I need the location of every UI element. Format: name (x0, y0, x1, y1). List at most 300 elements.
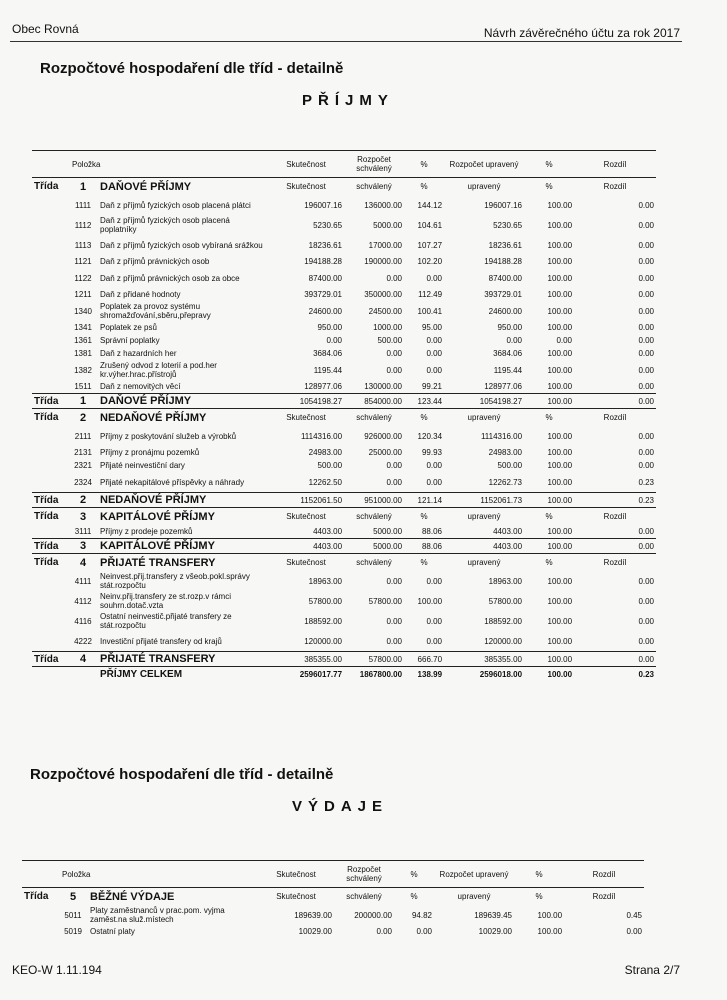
col-pct-upr: % (524, 151, 574, 178)
item-pct: 107.27 (417, 240, 443, 250)
sum-pu: 100.00 (524, 493, 574, 508)
table-row (32, 235, 656, 255)
item-rozdil: 0.00 (638, 336, 655, 345)
class-col-skutecnost: Skutečnost (286, 182, 326, 191)
class-col-rozdil: Rozdíl (592, 892, 616, 901)
class-label: Třída (24, 891, 49, 902)
item-code: 1113 (74, 240, 92, 250)
item-description: Přijaté neinvestiční dary (100, 461, 185, 470)
item-skutecnost: 24983.00 (308, 448, 343, 457)
item-schvaleny: 0.00 (386, 616, 403, 626)
item-rozdil: 0.00 (638, 365, 655, 375)
item-code: 4111 (74, 576, 92, 586)
class-sum-row (32, 652, 656, 667)
indent-cell (32, 459, 68, 472)
class-code: 3 (79, 510, 87, 523)
table-row (32, 571, 656, 591)
item-upraveny: 0.00 (506, 336, 523, 345)
sum-p: 666.70 (404, 652, 444, 667)
item-upraveny: 18236.61 (488, 240, 523, 250)
item-pct-upr: 100.00 (547, 636, 573, 646)
indent-cell (32, 321, 68, 334)
item-description: Příjmy z pronájmu pozemků (100, 448, 200, 457)
class-sum-row (32, 394, 656, 409)
item-rozdil: 0.00 (638, 382, 655, 391)
vydaje-section-subtitle: VÝDAJE (292, 798, 389, 815)
item-skutecnost: 128977.06 (304, 382, 343, 391)
col-polozka: Položka (22, 861, 258, 888)
class-col-schvaleny: schválený (346, 892, 382, 901)
class-col-upraveny: upravený (457, 892, 491, 901)
total-d: 0.23 (638, 669, 655, 679)
indent-cell (32, 268, 68, 288)
item-skutecnost: 4403.00 (313, 527, 343, 536)
sum-b: 5000.00 (344, 539, 404, 554)
item-description: Poplatek za provoz systému shromažďování,sběru,přepravy (100, 302, 211, 320)
prijmy-section-subtitle: PŘÍJMY (302, 92, 394, 109)
item-rozdil: 0.00 (626, 927, 643, 936)
sum-class-label: Třída (32, 493, 68, 508)
item-upraveny: 18963.00 (488, 576, 523, 586)
item-skutecnost: 194188.28 (304, 257, 343, 266)
table-row (22, 925, 644, 938)
item-pct: 88.06 (421, 527, 443, 536)
indent-cell (32, 631, 68, 652)
item-upraveny: 950.00 (497, 323, 523, 332)
table-row (32, 288, 656, 301)
class-col-pct: % (410, 892, 418, 901)
col-rozdil: Rozdíl (574, 151, 656, 178)
item-skutecnost: 5230.65 (313, 220, 343, 230)
item-description: Daň z příjmů fyzických osob placená plátci (100, 200, 251, 210)
class-code: 2 (79, 411, 87, 424)
item-pct-upr: 100.00 (547, 527, 573, 536)
sum-b: 57800.00 (344, 652, 404, 667)
class-col-upraveny: upravený (467, 413, 501, 422)
item-skutecnost: 1114316.00 (300, 431, 343, 441)
item-skutecnost: 500.00 (317, 461, 343, 470)
item-code: 1382 (74, 365, 92, 375)
item-rozdil: 0.00 (638, 200, 655, 210)
indent-cell (22, 925, 58, 938)
class-col-rozdil: Rozdíl (603, 413, 627, 422)
item-pct: 104.61 (417, 220, 443, 230)
sum-d: 0.00 (574, 539, 656, 554)
item-schvaleny: 17000.00 (368, 240, 403, 250)
col-rozpocet-schvaleny: Rozpočet schválený (344, 151, 404, 178)
table-row (32, 255, 656, 268)
item-pct-upr: 100.00 (547, 596, 573, 606)
indent-cell (32, 360, 68, 380)
item-description: Daň z přidané hodnoty (100, 290, 181, 299)
item-code: 2131 (74, 448, 92, 457)
total-b: 1867800.00 (359, 669, 403, 679)
table-row (32, 215, 656, 235)
item-code: 5019 (64, 927, 82, 936)
table-row (32, 446, 656, 459)
item-description: Přijaté nekapitálové příspěvky a náhrady (100, 477, 245, 487)
class-col-pct-upr: % (535, 892, 543, 901)
item-skutecnost: 189639.00 (294, 910, 333, 920)
indent-cell (32, 472, 68, 493)
item-code: 2321 (74, 461, 92, 470)
table-row (32, 334, 656, 347)
item-schvaleny: 0.00 (386, 365, 403, 375)
item-pct: 99.93 (421, 448, 443, 457)
item-pct: 0.00 (416, 927, 433, 936)
item-code: 1111 (74, 200, 91, 210)
item-pct: 0.00 (426, 636, 443, 646)
item-description: Daň z příjmů fyzických osob vybíraná srážkou (100, 240, 263, 250)
item-description: Investiční přijaté transfery od krajů (100, 636, 222, 646)
class-name: KAPITÁLOVÉ PŘÍJMY (100, 510, 215, 523)
table-row (32, 459, 656, 472)
header-divider (10, 41, 682, 42)
class-header-row (32, 508, 656, 526)
sum-class-code: 1 (68, 394, 98, 409)
item-code: 1341 (74, 323, 92, 332)
total-label: PŘÍJMY CELKEM (100, 668, 183, 680)
item-skutecnost: 950.00 (317, 323, 343, 332)
item-pct: 0.00 (426, 349, 443, 358)
item-upraveny: 24600.00 (488, 306, 523, 316)
item-skutecnost: 18236.61 (308, 240, 343, 250)
table-row (32, 631, 656, 652)
class-col-pct: % (420, 558, 428, 567)
item-description: Daň z příjmů fyzických osob placená poplatníky (100, 216, 230, 234)
item-code: 1122 (74, 273, 92, 283)
item-schvaleny: 0.00 (376, 927, 393, 936)
item-upraveny: 393729.01 (484, 290, 523, 299)
item-pct-upr: 100.00 (547, 200, 573, 210)
item-schvaleny: 24500.00 (368, 306, 403, 316)
class-header-row (22, 888, 644, 906)
item-code: 3111 (74, 527, 92, 536)
item-code: 1112 (74, 220, 92, 230)
prijmy-total-row (32, 667, 656, 682)
item-upraveny: 120000.00 (484, 636, 523, 646)
item-rozdil: 0.00 (638, 616, 655, 626)
prijmy-table (32, 150, 656, 681)
table-row (32, 380, 656, 394)
page-number: Strana 2/7 (624, 963, 680, 977)
indent-cell (32, 426, 68, 446)
sum-pu: 100.00 (524, 539, 574, 554)
table-row (32, 301, 656, 321)
item-upraveny: 10029.00 (478, 927, 513, 936)
class-header-row (32, 409, 656, 427)
class-col-pct: % (420, 182, 428, 191)
item-code: 1340 (74, 306, 92, 316)
sum-class-code: 2 (68, 493, 98, 508)
item-schvaleny: 0.00 (386, 349, 403, 358)
item-code: 1361 (74, 336, 92, 345)
item-rozdil: 0.00 (638, 431, 655, 441)
sum-d: 0.23 (574, 493, 656, 508)
item-upraveny: 5230.65 (493, 220, 523, 230)
item-schvaleny: 0.00 (386, 636, 403, 646)
indent-cell (32, 571, 68, 591)
item-code: 4222 (74, 636, 92, 646)
item-schvaleny: 926000.00 (364, 431, 403, 441)
class-col-rozdil: Rozdíl (603, 512, 627, 521)
item-description: Daň z příjmů právnických osob za obce (100, 273, 240, 283)
item-rozdil: 0.00 (638, 257, 655, 266)
sum-s: 1152061.50 (268, 493, 344, 508)
item-rozdil: 0.00 (638, 461, 655, 470)
item-skutecnost: 12262.50 (308, 477, 343, 487)
class-sum-row (32, 539, 656, 554)
item-pct-upr: 100.00 (537, 910, 563, 920)
item-schvaleny: 0.00 (386, 477, 403, 487)
total-indent (32, 667, 68, 682)
indent-cell (32, 347, 68, 360)
item-pct: 95.00 (421, 323, 443, 332)
item-rozdil: 0.00 (638, 306, 655, 316)
item-pct-upr: 100.00 (547, 477, 573, 487)
col-rozpocet-upraveny: Rozpočet upravený (444, 151, 524, 178)
item-pct: 144.12 (417, 200, 443, 210)
item-description: Daň z příjmů právnických osob (100, 257, 210, 266)
item-upraveny: 1195.44 (493, 365, 523, 375)
sum-p: 123.44 (404, 394, 444, 409)
indent-cell (32, 195, 68, 215)
sum-class-label: Třída (32, 652, 68, 667)
item-pct-upr: 100.00 (547, 576, 573, 586)
class-code: 4 (79, 556, 87, 569)
class-col-pct-upr: % (545, 413, 553, 422)
item-upraveny: 128977.06 (484, 382, 523, 391)
class-col-skutecnost: Skutečnost (276, 892, 316, 901)
item-rozdil: 0.00 (638, 290, 655, 299)
indent-cell (32, 255, 68, 268)
sum-pu: 100.00 (524, 652, 574, 667)
indent-cell (32, 301, 68, 321)
item-pct: 0.00 (426, 273, 443, 283)
item-skutecnost: 24600.00 (308, 306, 343, 316)
class-sum-row (32, 493, 656, 508)
class-label: Třída (34, 412, 59, 423)
sum-s: 4403.00 (268, 539, 344, 554)
municipality-name: Obec Rovná (12, 22, 79, 36)
item-pct: 112.49 (418, 290, 443, 299)
sum-class-code: 3 (68, 539, 98, 554)
class-code: 5 (69, 890, 77, 903)
sum-pu: 100.00 (524, 394, 574, 409)
item-skutecnost: 3684.06 (313, 349, 343, 358)
item-schvaleny: 57800.00 (368, 596, 403, 606)
item-pct: 0.00 (426, 576, 443, 586)
item-pct: 0.00 (426, 616, 443, 626)
item-code: 2111 (74, 431, 92, 441)
class-label: Třída (34, 511, 59, 522)
item-code: 4116 (74, 616, 92, 626)
item-upraveny: 188592.00 (484, 616, 523, 626)
item-upraveny: 500.00 (497, 461, 523, 470)
item-code: 1211 (74, 290, 92, 299)
sum-p: 121.14 (404, 493, 444, 508)
item-pct: 120.34 (417, 431, 443, 441)
sum-class-code: 4 (68, 652, 98, 667)
col-pct-upr: % (514, 861, 564, 888)
sum-class-label: Třída (32, 394, 68, 409)
item-skutecnost: 1195.44 (313, 365, 343, 375)
item-schvaleny: 500.00 (377, 336, 403, 345)
indent-cell (32, 446, 68, 459)
item-skutecnost: 87400.00 (308, 273, 343, 283)
indent-cell (32, 525, 68, 539)
item-pct: 0.00 (426, 365, 443, 375)
table-row (32, 611, 656, 631)
item-description: Neinv.přij.transfery ze st.rozp.v rámci souhrn.dotač.vzta (100, 592, 231, 610)
item-rozdil: 0.00 (638, 323, 655, 332)
col-rozpocet-upraveny: Rozpočet upravený (434, 861, 514, 888)
class-col-pct-upr: % (545, 512, 553, 521)
item-pct-upr: 100.00 (547, 240, 573, 250)
item-schvaleny: 5000.00 (373, 220, 403, 230)
item-rozdil: 0.00 (638, 527, 655, 536)
sum-s: 1054198.27 (268, 394, 344, 409)
item-pct-upr: 100.00 (547, 461, 573, 470)
class-col-rozdil: Rozdíl (603, 558, 627, 567)
col-pct: % (394, 861, 434, 888)
item-rozdil: 0.00 (638, 273, 655, 283)
item-pct-upr: 100.00 (537, 927, 563, 936)
class-col-pct-upr: % (545, 182, 553, 191)
item-description: Neinvest.přij.transfery z všeob.pokl.správy stát.rozpočtu (100, 572, 250, 590)
class-header-row (32, 178, 656, 196)
item-upraveny: 4403.00 (493, 527, 523, 536)
sum-b: 854000.00 (344, 394, 404, 409)
class-col-upraveny: upravený (467, 182, 501, 191)
vydaje-section-title: Rozpočtové hospodaření dle tříd - detailně (30, 766, 334, 783)
item-pct-upr: 100.00 (547, 382, 573, 391)
item-rozdil: 0.00 (638, 576, 655, 586)
table-row (32, 472, 656, 493)
item-code: 4112 (74, 596, 92, 606)
sum-class-name: PŘIJATÉ TRANSFERY (98, 652, 268, 667)
item-pct-upr: 100.00 (547, 365, 573, 375)
vydaje-table (22, 860, 644, 938)
item-skutecnost: 188592.00 (304, 616, 343, 626)
item-schvaleny: 25000.00 (368, 448, 403, 457)
item-upraveny: 57800.00 (488, 596, 523, 606)
indent-cell (32, 215, 68, 235)
total-s: 2596017.77 (299, 669, 343, 679)
class-col-pct: % (420, 512, 428, 521)
class-col-schvaleny: schválený (356, 182, 392, 191)
item-rozdil: 0.00 (638, 636, 655, 646)
item-schvaleny: 1000.00 (373, 323, 403, 332)
class-col-skutecnost: Skutečnost (286, 512, 326, 521)
table-row (32, 360, 656, 380)
item-pct-upr: 100.00 (547, 448, 573, 457)
class-col-pct-upr: % (545, 558, 553, 567)
sum-class-name: KAPITÁLOVÉ PŘÍJMY (98, 539, 268, 554)
item-skutecnost: 0.00 (326, 336, 343, 345)
table-row (22, 905, 644, 925)
item-skutecnost: 196007.16 (304, 200, 343, 210)
sum-u: 385355.00 (444, 652, 524, 667)
document-title: Návrh závěrečného účtu za rok 2017 (483, 26, 680, 40)
col-pct: % (404, 151, 444, 178)
sum-s: 385355.00 (268, 652, 344, 667)
item-pct-upr: 100.00 (547, 616, 573, 626)
class-col-pct: % (420, 413, 428, 422)
item-pct-upr: 0.00 (556, 336, 573, 345)
item-rozdil: 0.00 (638, 240, 655, 250)
indent-cell (32, 611, 68, 631)
software-version: KEO-W 1.11.194 (12, 963, 102, 977)
item-pct: 102.20 (417, 257, 443, 266)
item-pct-upr: 100.00 (547, 431, 573, 441)
item-code: 1121 (74, 257, 92, 266)
item-upraveny: 189639.45 (474, 910, 513, 920)
item-schvaleny: 136000.00 (364, 200, 403, 210)
item-code: 2324 (74, 477, 92, 487)
item-upraveny: 12262.73 (488, 477, 523, 487)
item-rozdil: 0.00 (638, 220, 655, 230)
col-rozpocet-schvaleny: Rozpočet schválený (334, 861, 394, 888)
item-pct-upr: 100.00 (547, 306, 573, 316)
item-description: Poplatek ze psů (100, 323, 157, 332)
table-row (32, 268, 656, 288)
item-code: 1381 (74, 349, 92, 358)
item-rozdil: 0.45 (626, 910, 643, 920)
indent-cell (22, 905, 58, 925)
class-col-rozdil: Rozdíl (603, 182, 627, 191)
sum-u: 1054198.27 (444, 394, 524, 409)
table-row (32, 195, 656, 215)
total-p: 138.99 (417, 669, 443, 679)
class-name: NEDAŇOVÉ PŘÍJMY (100, 411, 207, 424)
table-row (32, 591, 656, 611)
class-col-schvaleny: schválený (356, 413, 392, 422)
col-skutecnost: Skutečnost (268, 151, 344, 178)
item-skutecnost: 393729.01 (304, 290, 343, 299)
class-name: BĚŽNÉ VÝDAJE (90, 890, 175, 903)
class-col-schvaleny: schválený (356, 512, 392, 521)
item-description: Příjmy z poskytování služeb a výrobků (100, 431, 237, 441)
total-u: 2596018.00 (479, 669, 523, 679)
item-upraveny: 196007.16 (484, 200, 523, 210)
item-skutecnost: 18963.00 (308, 576, 343, 586)
class-header-row (32, 554, 656, 572)
item-rozdil: 0.23 (638, 477, 655, 487)
total-indent-2 (68, 667, 98, 682)
item-schvaleny: 0.00 (386, 461, 403, 470)
item-pct-upr: 100.00 (547, 290, 573, 299)
item-upraveny: 87400.00 (488, 273, 523, 283)
sum-class-name: DAŇOVÉ PŘÍJMY (98, 394, 268, 409)
item-schvaleny: 350000.00 (364, 290, 403, 299)
item-schvaleny: 190000.00 (364, 257, 403, 266)
item-skutecnost: 120000.00 (304, 636, 343, 646)
table-row (32, 347, 656, 360)
sum-u: 4403.00 (444, 539, 524, 554)
class-col-schvaleny: schválený (356, 558, 392, 567)
item-rozdil: 0.00 (638, 596, 655, 606)
class-label: Třída (34, 181, 59, 192)
class-col-upraveny: upravený (467, 558, 501, 567)
indent-cell (32, 334, 68, 347)
item-pct: 100.41 (417, 306, 443, 316)
col-rozdil: Rozdíl (564, 861, 644, 888)
item-pct: 0.00 (426, 336, 443, 345)
item-pct: 0.00 (426, 477, 443, 487)
sum-d: 0.00 (574, 394, 656, 409)
sum-p: 88.06 (404, 539, 444, 554)
